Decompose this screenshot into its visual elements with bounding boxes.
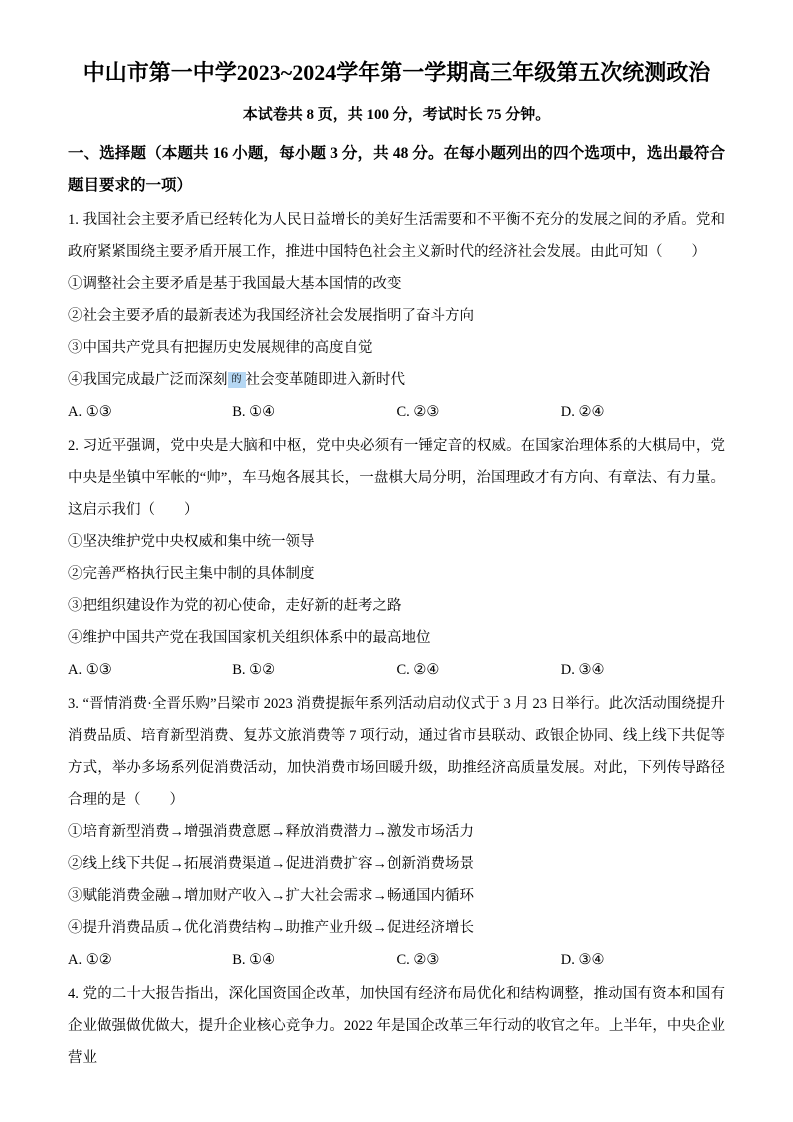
question-1-options xyxy=(68,396,725,428)
question-3-options xyxy=(68,944,725,976)
question-2 xyxy=(68,430,725,686)
question-3-statement-4: ④提升消费品质→优化消费结构→助推产业升级→促进经济增长 xyxy=(68,920,474,936)
question-2-stem: 2. 习近平强调，党中央是大脑和中枢，党中央必须有一锤定音的权威。在国家治理体系的大棋局中，党中央是坐镇中军帐的“帅”，车马炮各展其长，一盘棋大局分明，治国理政才有方向、有章法、有力量。这启示我们（ ） xyxy=(68,438,725,518)
option-b: B. ①④ xyxy=(232,404,276,420)
option-b: B. ①② xyxy=(232,662,276,678)
option-a: A. ①② xyxy=(68,952,112,968)
question-1 xyxy=(68,204,725,428)
option-d: D. ③④ xyxy=(560,662,605,678)
question-4-stem: 4. 党的二十大报告指出，深化国资国企改革，加快国有经济布局优化和结构调整，推动国有资本和国有企业做强做优做大，提升企业核心竞争力。2022 年是国企改革三年行动的收官之年。上半年，中央企业营业 xyxy=(68,986,725,1066)
option-b: B. ①④ xyxy=(232,952,276,968)
option-c: C. ②③ xyxy=(396,952,440,968)
question-2-options xyxy=(68,654,725,686)
question-2-statement-1: ①坚决维护党中央权威和集中统一领导 xyxy=(68,534,315,550)
option-d: D. ③④ xyxy=(560,952,605,968)
question-1-statement-4 xyxy=(68,364,725,396)
option-c: C. ②③ xyxy=(396,404,440,420)
option-d: D. ②④ xyxy=(560,404,605,420)
question-1-statement-1: ①调整社会主要矛盾是基于我国最大基本国情的改变 xyxy=(68,276,402,292)
question-2-statement-4: ④维护中国共产党在我国国家机关组织体系中的最高地位 xyxy=(68,630,431,646)
exam-title: 中山市第一中学2023~2024学年第一学期高三年级第五次统测政治 xyxy=(82,60,711,85)
question-4 xyxy=(68,978,725,1074)
question-1-statement-3: ③中国共产党具有把握历史发展规律的高度自觉 xyxy=(68,340,373,356)
question-3-statement-2: ②线上线下共促→拓展消费渠道→促进消费扩容→创新消费场景 xyxy=(68,856,474,872)
option-a: A. ①③ xyxy=(68,662,112,678)
question-3-statement-3: ③赋能消费金融→增加财产收入→扩大社会需求→畅通国内循环 xyxy=(68,888,474,904)
question-3-statement-1: ①培育新型消费→增强消费意愿→释放消费潜力→激发市场活力 xyxy=(68,824,474,840)
annotation-highlight[interactable]: 的 xyxy=(228,372,246,388)
statement-4-prefix: ④我国完成最广泛而深刻 xyxy=(68,372,228,388)
statement-4-suffix: 社会变革随即进入新时代 xyxy=(245,372,405,388)
section-heading: 一、选择题（本题共 16 小题，每小题 3 分，共 48 分。在每小题列出的四个选项中，选出最符合题目要求的一项） xyxy=(68,145,725,194)
option-c: C. ②④ xyxy=(396,662,440,678)
exam-subtitle: 本试卷共 8 页，共 100 分，考试时长 75 分钟。 xyxy=(242,107,551,123)
question-2-statement-2: ②完善严格执行民主集中制的具体制度 xyxy=(68,566,315,582)
question-3-stem: 3. “晋情消费·全晋乐购”吕梁市 2023 消费提振年系列活动启动仪式于 3 月 23 日举行。此次活动围绕提升消费品质、培育新型消费、复苏文旅消费等 7 项行动，通过省市县联动、政银企协同、线上线下共促等方式，举办多场系列促消费活动，加快消费市场回暖升级，助推经济高质量发展。对此，下列传导路径合理的是（ ） xyxy=(68,696,725,808)
option-a: A. ①③ xyxy=(68,404,112,420)
question-3 xyxy=(68,688,725,976)
question-2-statement-3: ③把组织建设作为党的初心使命，走好新的赶考之路 xyxy=(68,598,402,614)
question-1-stem: 1. 我国社会主要矛盾已经转化为人民日益增长的美好生活需要和不平衡不充分的发展之间的矛盾。党和政府紧紧围绕主要矛盾开展工作，推进中国特色社会主义新时代的经济社会发展。由此可知（ ） xyxy=(68,212,725,260)
question-1-statement-2: ②社会主要矛盾的最新表述为我国经济社会发展指明了奋斗方向 xyxy=(68,308,474,324)
